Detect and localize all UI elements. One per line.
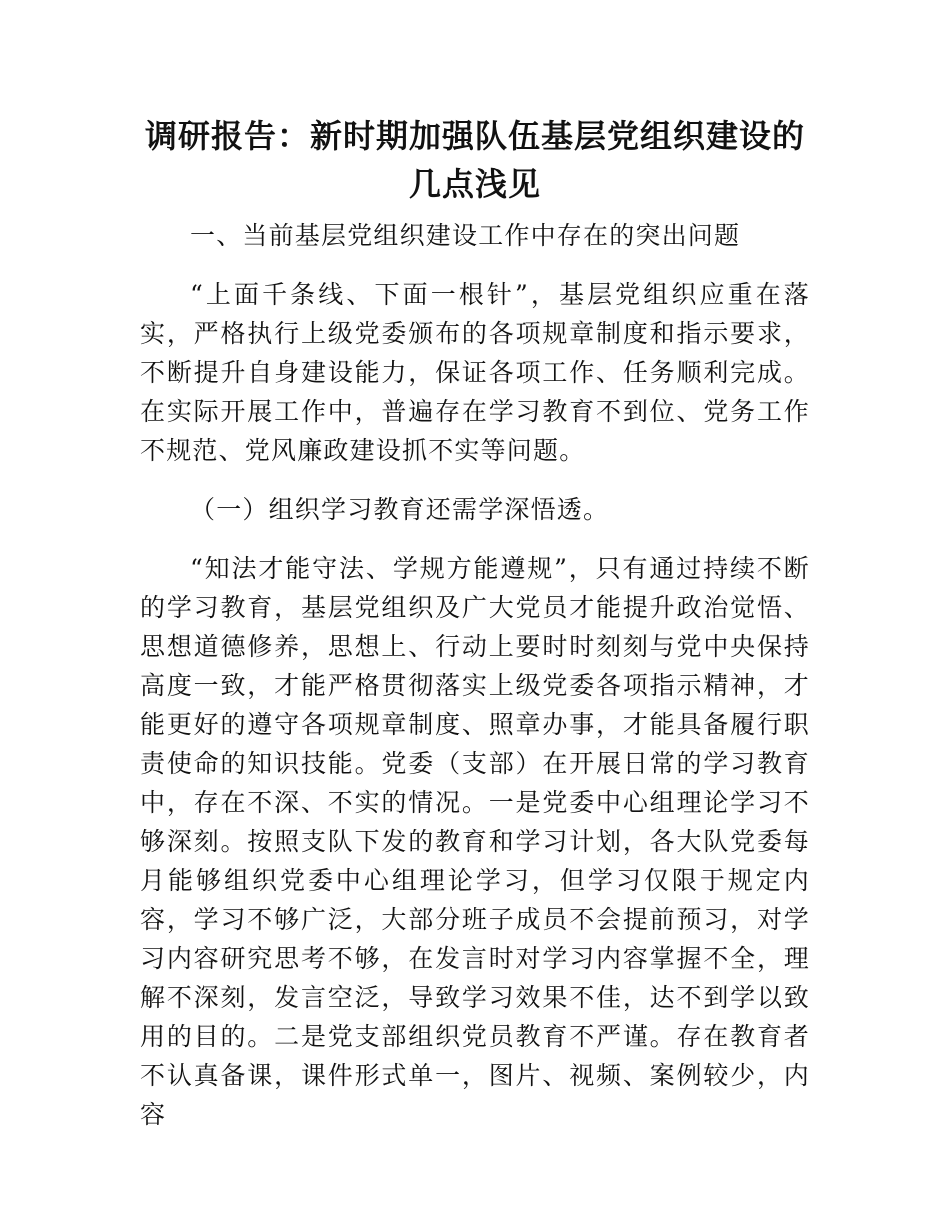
- paragraph-2: “知法才能守法、学规方能遵规”，只有通过持续不断的学习教育，基层党组织及广大党员才能提升政治觉悟、思想道德修养，思想上、行动上要时时刻刻与党中央保持高度一致，才能严格贯彻落实上级党委各项指示精神，才能更好的遵守各项规章制度、照章办事，才能具备履行职责使命的知识技能。党委（支部）在开展日常的学习教育中，存在不深、不实的情况。一是党委中心组理论学习不够深刻。按照支队下发的教育和学习计划，各大队党委每月能够组织党委中心组理论学习，但学习仅限于规定内容，学习不够广泛，大部分班子成员不会提前预习，对学习内容研究思考不够，在发言时对学习内容掌握不全，理解不深刻，发言空泛，导致学习效果不佳，达不到学以致用的目的。二是党支部组织党员教育不严谨。存在教育者不认真备课，课件形式单一，图片、视频、案例较少，内容: [140, 554, 810, 1129]
- document-body: [140, 216, 810, 1154]
- section-heading-1: 一、当前基层党组织建设工作中存在的突出问题: [190, 221, 741, 250]
- document-title: [140, 112, 810, 208]
- title-line-1: 调研报告：新时期加强队伍基层党组织建设的: [144, 117, 805, 155]
- paragraph-1: “上面千条线、下面一根针”，基层党组织应重在落实，严格执行上级党委颁布的各项规章制度和指示要求，不断提升自身建设能力，保证各项工作、任务顺利完成。在实际开展工作中，普遍存在学习教育不到位、党务工作不规范、党风廉政建设抓不实等问题。: [140, 280, 810, 465]
- title-line-2: 几点浅见: [408, 165, 541, 203]
- section-heading-2: （一）组织学习教育还需学深悟透。: [190, 495, 610, 524]
